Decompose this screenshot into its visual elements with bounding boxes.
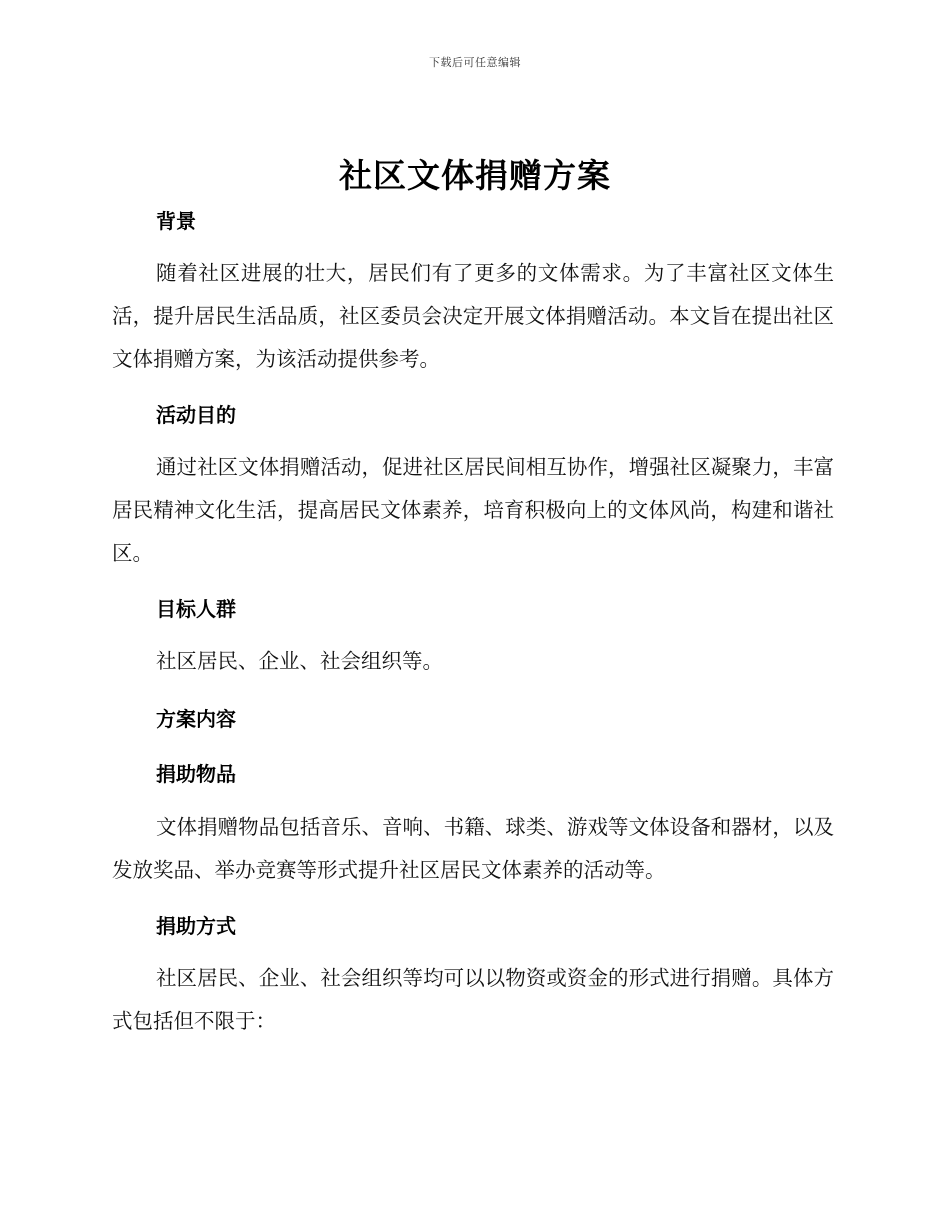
section-heading-target-audience: 目标人群 — [156, 597, 236, 621]
section-body-background: 随着社区进展的壮大，居民们有了更多的文体需求。为了丰富社区文体生活，提升居民生活品质，社区委员会决定开展文体捐赠活动。本文旨在提出社区文体捐赠方案，为该活动提供参考。 — [112, 261, 834, 371]
section-body-purpose: 通过社区文体捐赠活动，促进社区居民间相互协作，增强社区凝聚力，丰富居民精神文化生活，提高居民文体素养，培育积极向上的文体风尚，构建和谐社区。 — [112, 455, 834, 565]
section-heading-donation-items: 捐助物品 — [156, 762, 236, 786]
section-heading-background: 背景 — [156, 209, 196, 233]
document-title: 社区文体捐赠方案 — [339, 156, 611, 195]
section-body-donation-items: 文体捐赠物品包括音乐、音响、书籍、球类、游戏等文体设备和器材，以及发放奖品、举办竞赛等形式提升社区居民文体素养的活动等。 — [112, 815, 834, 882]
section-heading-purpose: 活动目的 — [156, 403, 236, 427]
section-body-donation-methods: 社区居民、企业、社会组织等均可以以物资或资金的形式进行捐赠。具体方式包括但不限于： — [112, 966, 834, 1033]
section-heading-plan-content: 方案内容 — [156, 707, 236, 731]
section-heading-donation-methods: 捐助方式 — [156, 914, 236, 938]
header-note: 下载后可任意编辑 — [429, 56, 521, 69]
section-body-target-audience: 社区居民、企业、社会组织等。 — [156, 649, 443, 673]
